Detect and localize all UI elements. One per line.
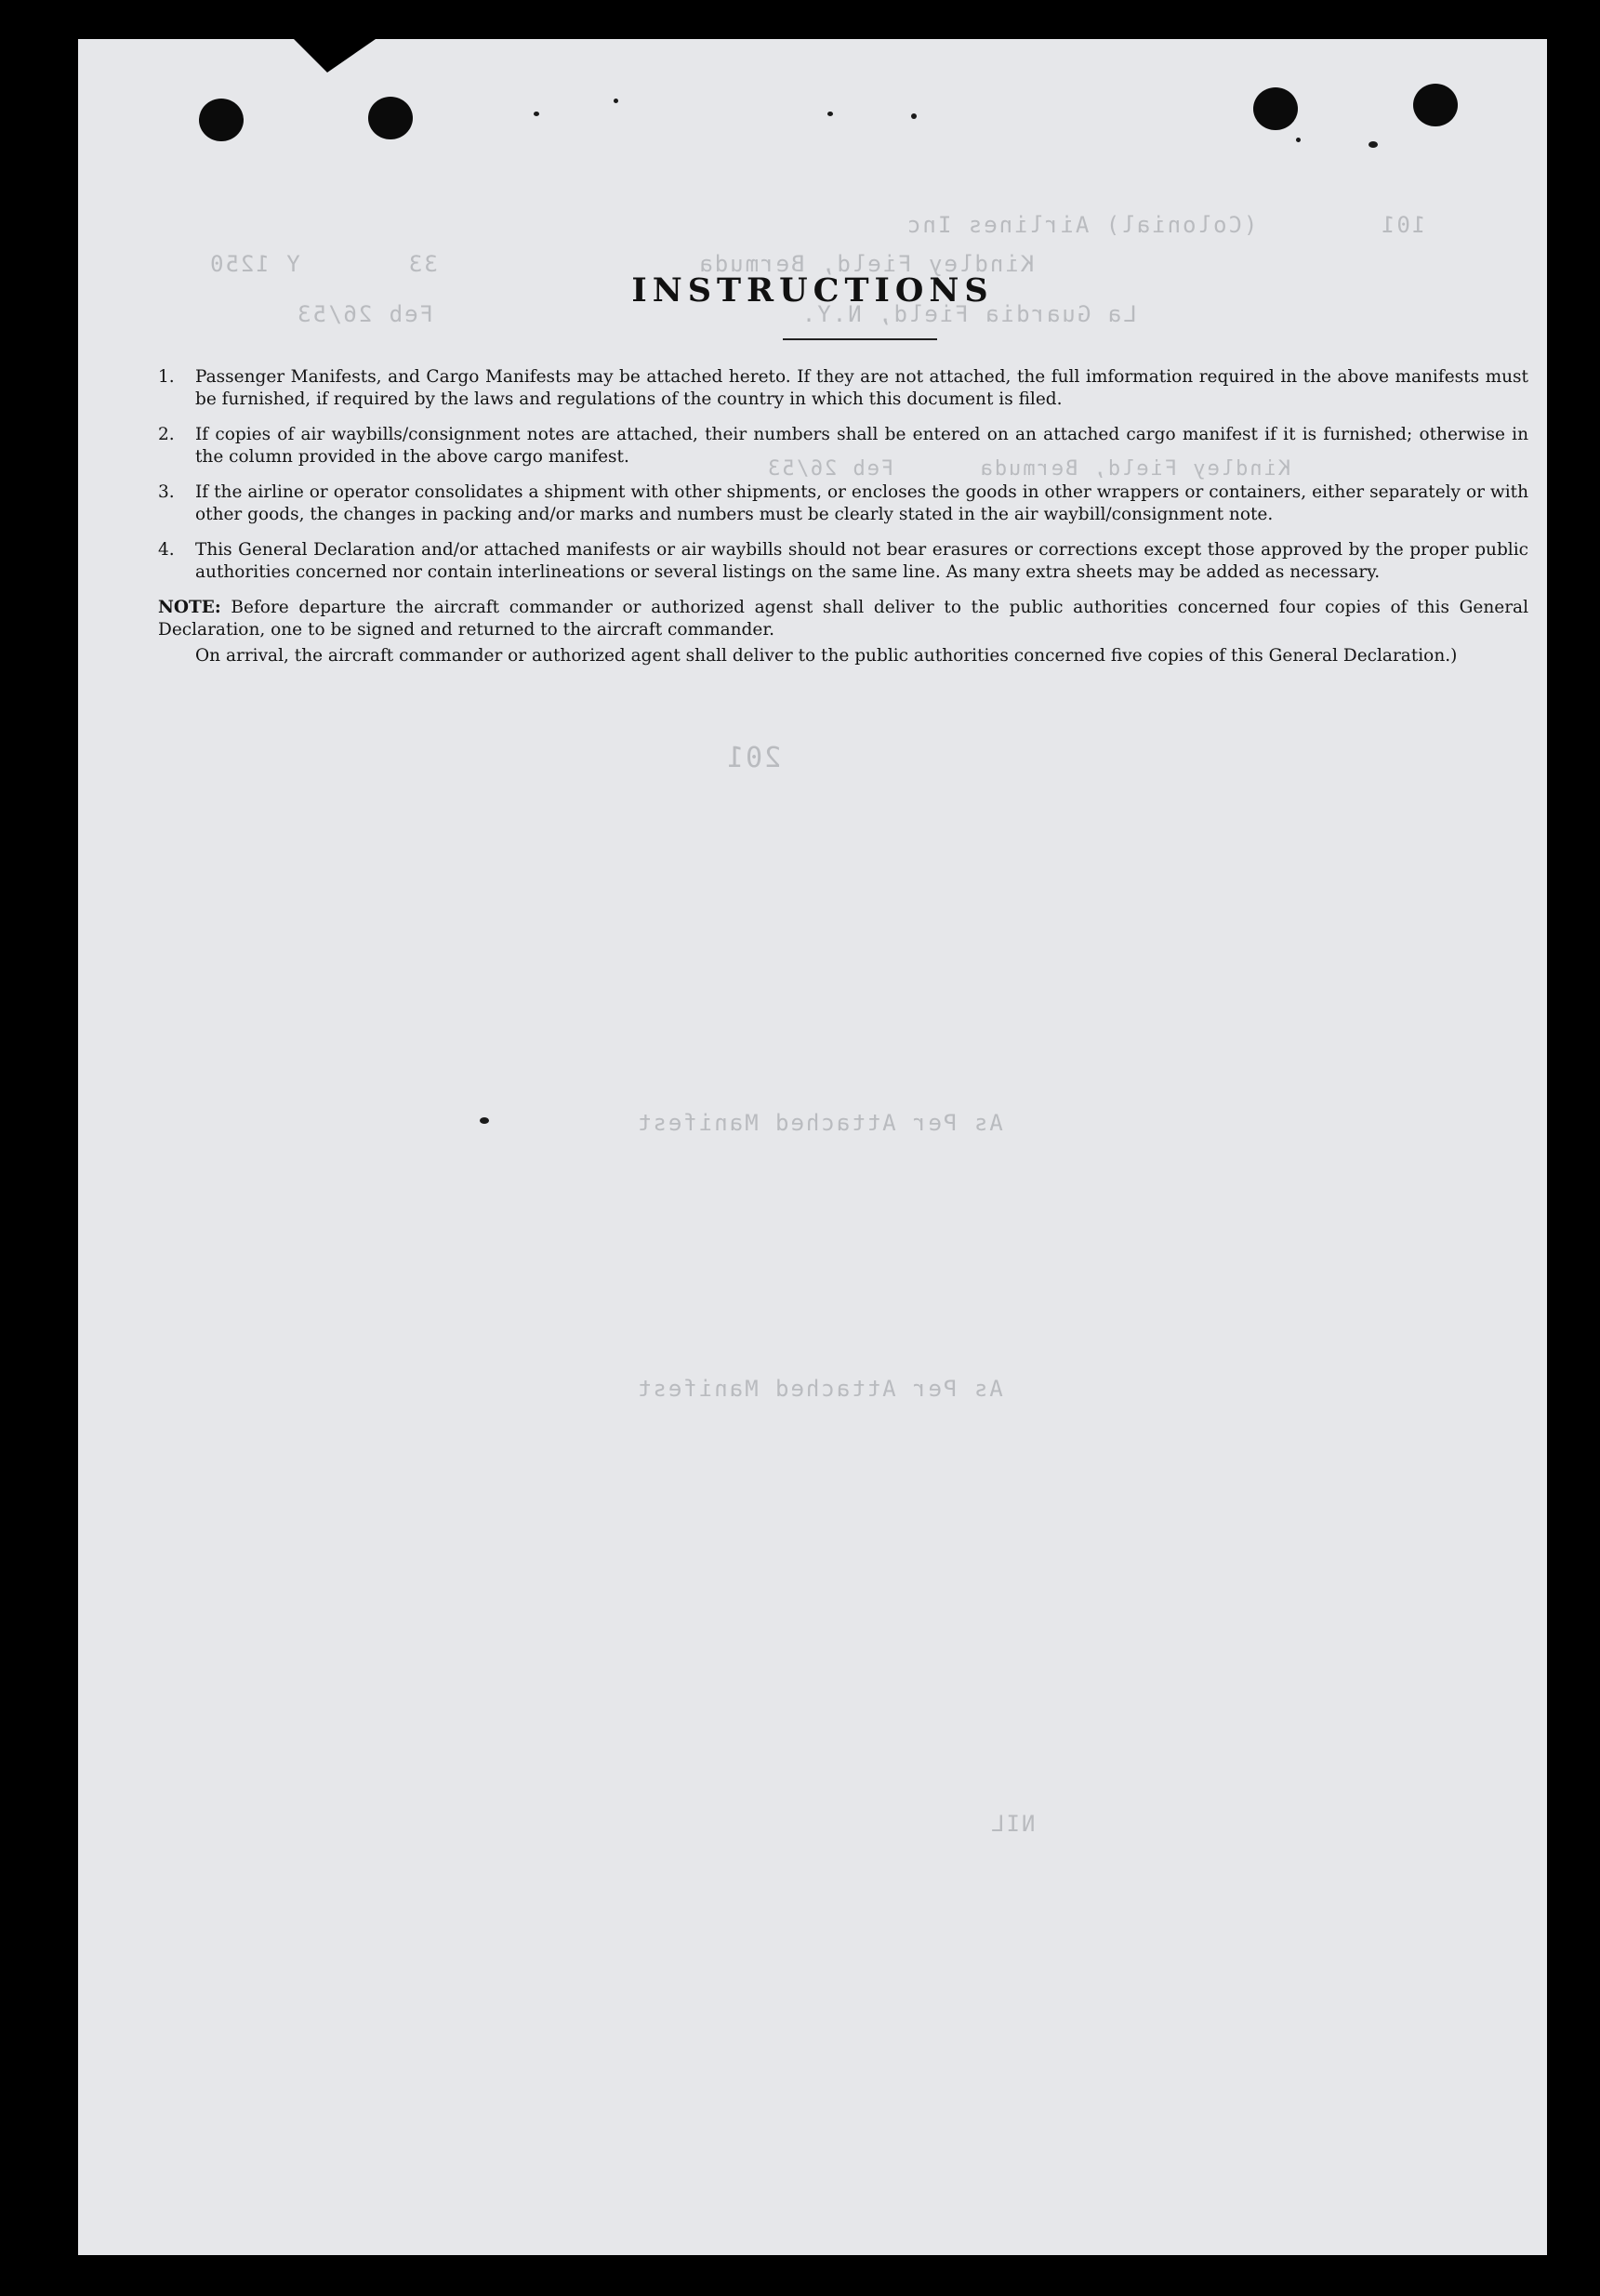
paper-speck — [1296, 138, 1301, 142]
instruction-item — [158, 539, 1528, 584]
punch-hole — [199, 99, 244, 141]
item-number: 1. — [158, 367, 175, 387]
note-block — [158, 597, 1528, 667]
paper-speck — [827, 112, 833, 116]
item-number: 4. — [158, 540, 175, 560]
title-underline — [783, 338, 937, 340]
bleed-through-text: 101 (Colonial) Airlines Inc — [906, 212, 1426, 238]
page-title: INSTRUCTIONS — [631, 271, 994, 310]
torn-corner — [294, 39, 376, 73]
paper-speck — [480, 1117, 489, 1124]
punch-hole — [368, 97, 413, 139]
item-number: 3. — [158, 482, 175, 502]
paper-speck — [534, 112, 539, 116]
bleed-through-text: La Guardia Field, N.Y. Feb 26/53 — [296, 301, 1137, 327]
item-text: Passenger Manifests, and Cargo Manifests may be attached hereto. If they are not attached, the full imformation required in the above manifests must be furnished, if required by the laws and regulations of the country in which this document is filed. — [195, 367, 1528, 409]
bleed-through-text: 201 — [725, 742, 782, 774]
bleed-through-text: Kindley Field, Bermuda 33 Y 1250 — [208, 251, 1035, 277]
item-text: This General Declaration and/or attached manifests or air waybills should not bear erasures or corrections except those approved by the proper public authorities concerned nor contain interlineations or several listings on the same line. As many extra sheets may be added as necessary. — [195, 540, 1528, 582]
bleed-through-text: As Per Attached Manifest — [636, 1376, 1003, 1402]
bleed-through-text: NIL — [989, 1811, 1036, 1837]
paper-speck — [911, 113, 917, 119]
punch-hole — [1253, 87, 1298, 130]
item-text: If copies of air waybills/consignment notes are attached, their numbers shall be entered on an attached cargo manifest if it is furnished; otherwise in the column provided in the above cargo manifest. — [195, 425, 1528, 467]
note-departure — [158, 597, 1528, 641]
instruction-item — [158, 482, 1528, 526]
document-page — [78, 39, 1547, 2255]
note-departure-text: Before departure the aircraft commander or authorized agenst shall deliver to the public authorities concerned four copies of this General Declaration, one to be signed and returned to the aircraft commander. — [158, 598, 1528, 640]
bleed-through-text: Kindley Field, Bermuda Feb 26/53 — [766, 457, 1291, 481]
item-text: If the airline or operator consolidates a shipment with other shipments, or encloses the goods in other wrappers or containers, either separately or with other goods, the changes in packing and/or marks and numbers must be clearly stated in the air waybill/consignment note. — [195, 482, 1528, 524]
paper-speck — [614, 99, 618, 103]
instruction-item — [158, 366, 1528, 411]
instructions-list — [158, 366, 1528, 667]
bleed-through-text: As Per Attached Manifest — [636, 1110, 1003, 1136]
note-arrival-text: On arrival, the aircraft commander or authorized agent shall deliver to the public authorities concerned five copies of this General Declaration.) — [195, 646, 1458, 666]
instruction-item — [158, 424, 1528, 468]
punch-hole — [1413, 84, 1458, 126]
paper-speck — [1369, 141, 1378, 148]
item-number: 2. — [158, 425, 175, 444]
note-label: NOTE: — [158, 598, 221, 617]
